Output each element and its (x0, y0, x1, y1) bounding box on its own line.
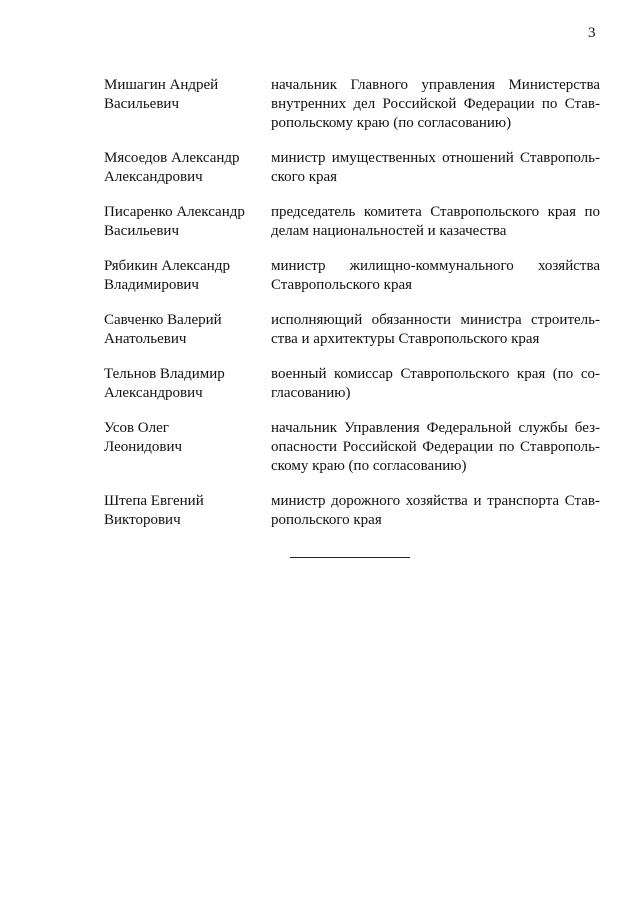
member-row (104, 492, 600, 530)
member-position-line: ского края (271, 169, 338, 185)
members-list (104, 76, 600, 530)
member-name-line: Александрович (104, 169, 203, 185)
member-name-line: Мясоедов Александр (104, 150, 240, 166)
member-name-line: Владимирович (104, 277, 199, 293)
member-row (104, 257, 600, 295)
member-name (104, 257, 271, 295)
member-row (104, 149, 600, 187)
member-name-line: Рябикин Александр (104, 258, 230, 274)
member-position-line: скому краю (по согласованию) (271, 458, 467, 474)
member-position-line: Ставропольского края (271, 277, 412, 293)
member-name-line: Мишагин Андрей (104, 77, 219, 93)
closing-divider-line (290, 557, 410, 558)
member-name (104, 365, 271, 403)
member-position-line: министр имущественных отношений Ставрополь- (271, 150, 600, 166)
member-row (104, 203, 600, 241)
member-position-line: председатель комитета Ставропольского края по (271, 204, 600, 220)
member-name-line: Писаренко Александр (104, 204, 245, 220)
member-name (104, 76, 271, 133)
member-position-line: опасности Российской Федерации по Ставрополь- (271, 439, 600, 455)
member-position-line: гласованию) (271, 385, 351, 401)
member-position (271, 492, 600, 530)
member-name (104, 492, 271, 530)
member-position-line: ропольскому краю (по согласованию) (271, 115, 512, 131)
member-position-line: начальник Главного управления Министерства (271, 77, 600, 93)
member-position-line: исполняющий обязанности министра строитель- (271, 312, 600, 328)
member-position (271, 76, 600, 133)
member-row (104, 365, 600, 403)
member-name-line: Савченко Валерий (104, 312, 222, 328)
member-name-line: Тельнов Владимир (104, 366, 225, 382)
page-number: 3 (588, 25, 596, 41)
member-name-line: Александрович (104, 385, 203, 401)
member-position-line: делам национальностей и казачества (271, 223, 507, 239)
member-name-line: Анатольевич (104, 331, 187, 347)
member-position (271, 203, 600, 241)
member-name-line: Викторович (104, 512, 181, 528)
member-name (104, 311, 271, 349)
member-position (271, 149, 600, 187)
member-row (104, 419, 600, 476)
member-name (104, 203, 271, 241)
member-position-line: ропольского края (271, 512, 382, 528)
member-name-line: Васильевич (104, 96, 179, 112)
member-row (104, 76, 600, 133)
member-position (271, 311, 600, 349)
member-position-line: военный комиссар Ставропольского края (по со- (271, 366, 600, 382)
member-name-line: Усов Олег (104, 420, 169, 436)
member-position (271, 365, 600, 403)
member-name (104, 149, 271, 187)
member-position-line: начальник Управления Федеральной службы без- (271, 420, 600, 436)
member-name-line: Васильевич (104, 223, 179, 239)
member-position-line: внутренних дел Российской Федерации по Став- (271, 96, 600, 112)
member-name-line: Штепа Евгений (104, 493, 204, 509)
member-position-line: ства и архитектуры Ставропольского края (271, 331, 540, 347)
member-position-line: министр жилищно-коммунального хозяйства (271, 258, 600, 274)
member-row (104, 311, 600, 349)
member-name (104, 419, 271, 476)
member-position (271, 419, 600, 476)
member-position (271, 257, 600, 295)
member-name-line: Леонидович (104, 439, 183, 455)
member-position-line: министр дорожного хозяйства и транспорта Став- (271, 493, 600, 509)
